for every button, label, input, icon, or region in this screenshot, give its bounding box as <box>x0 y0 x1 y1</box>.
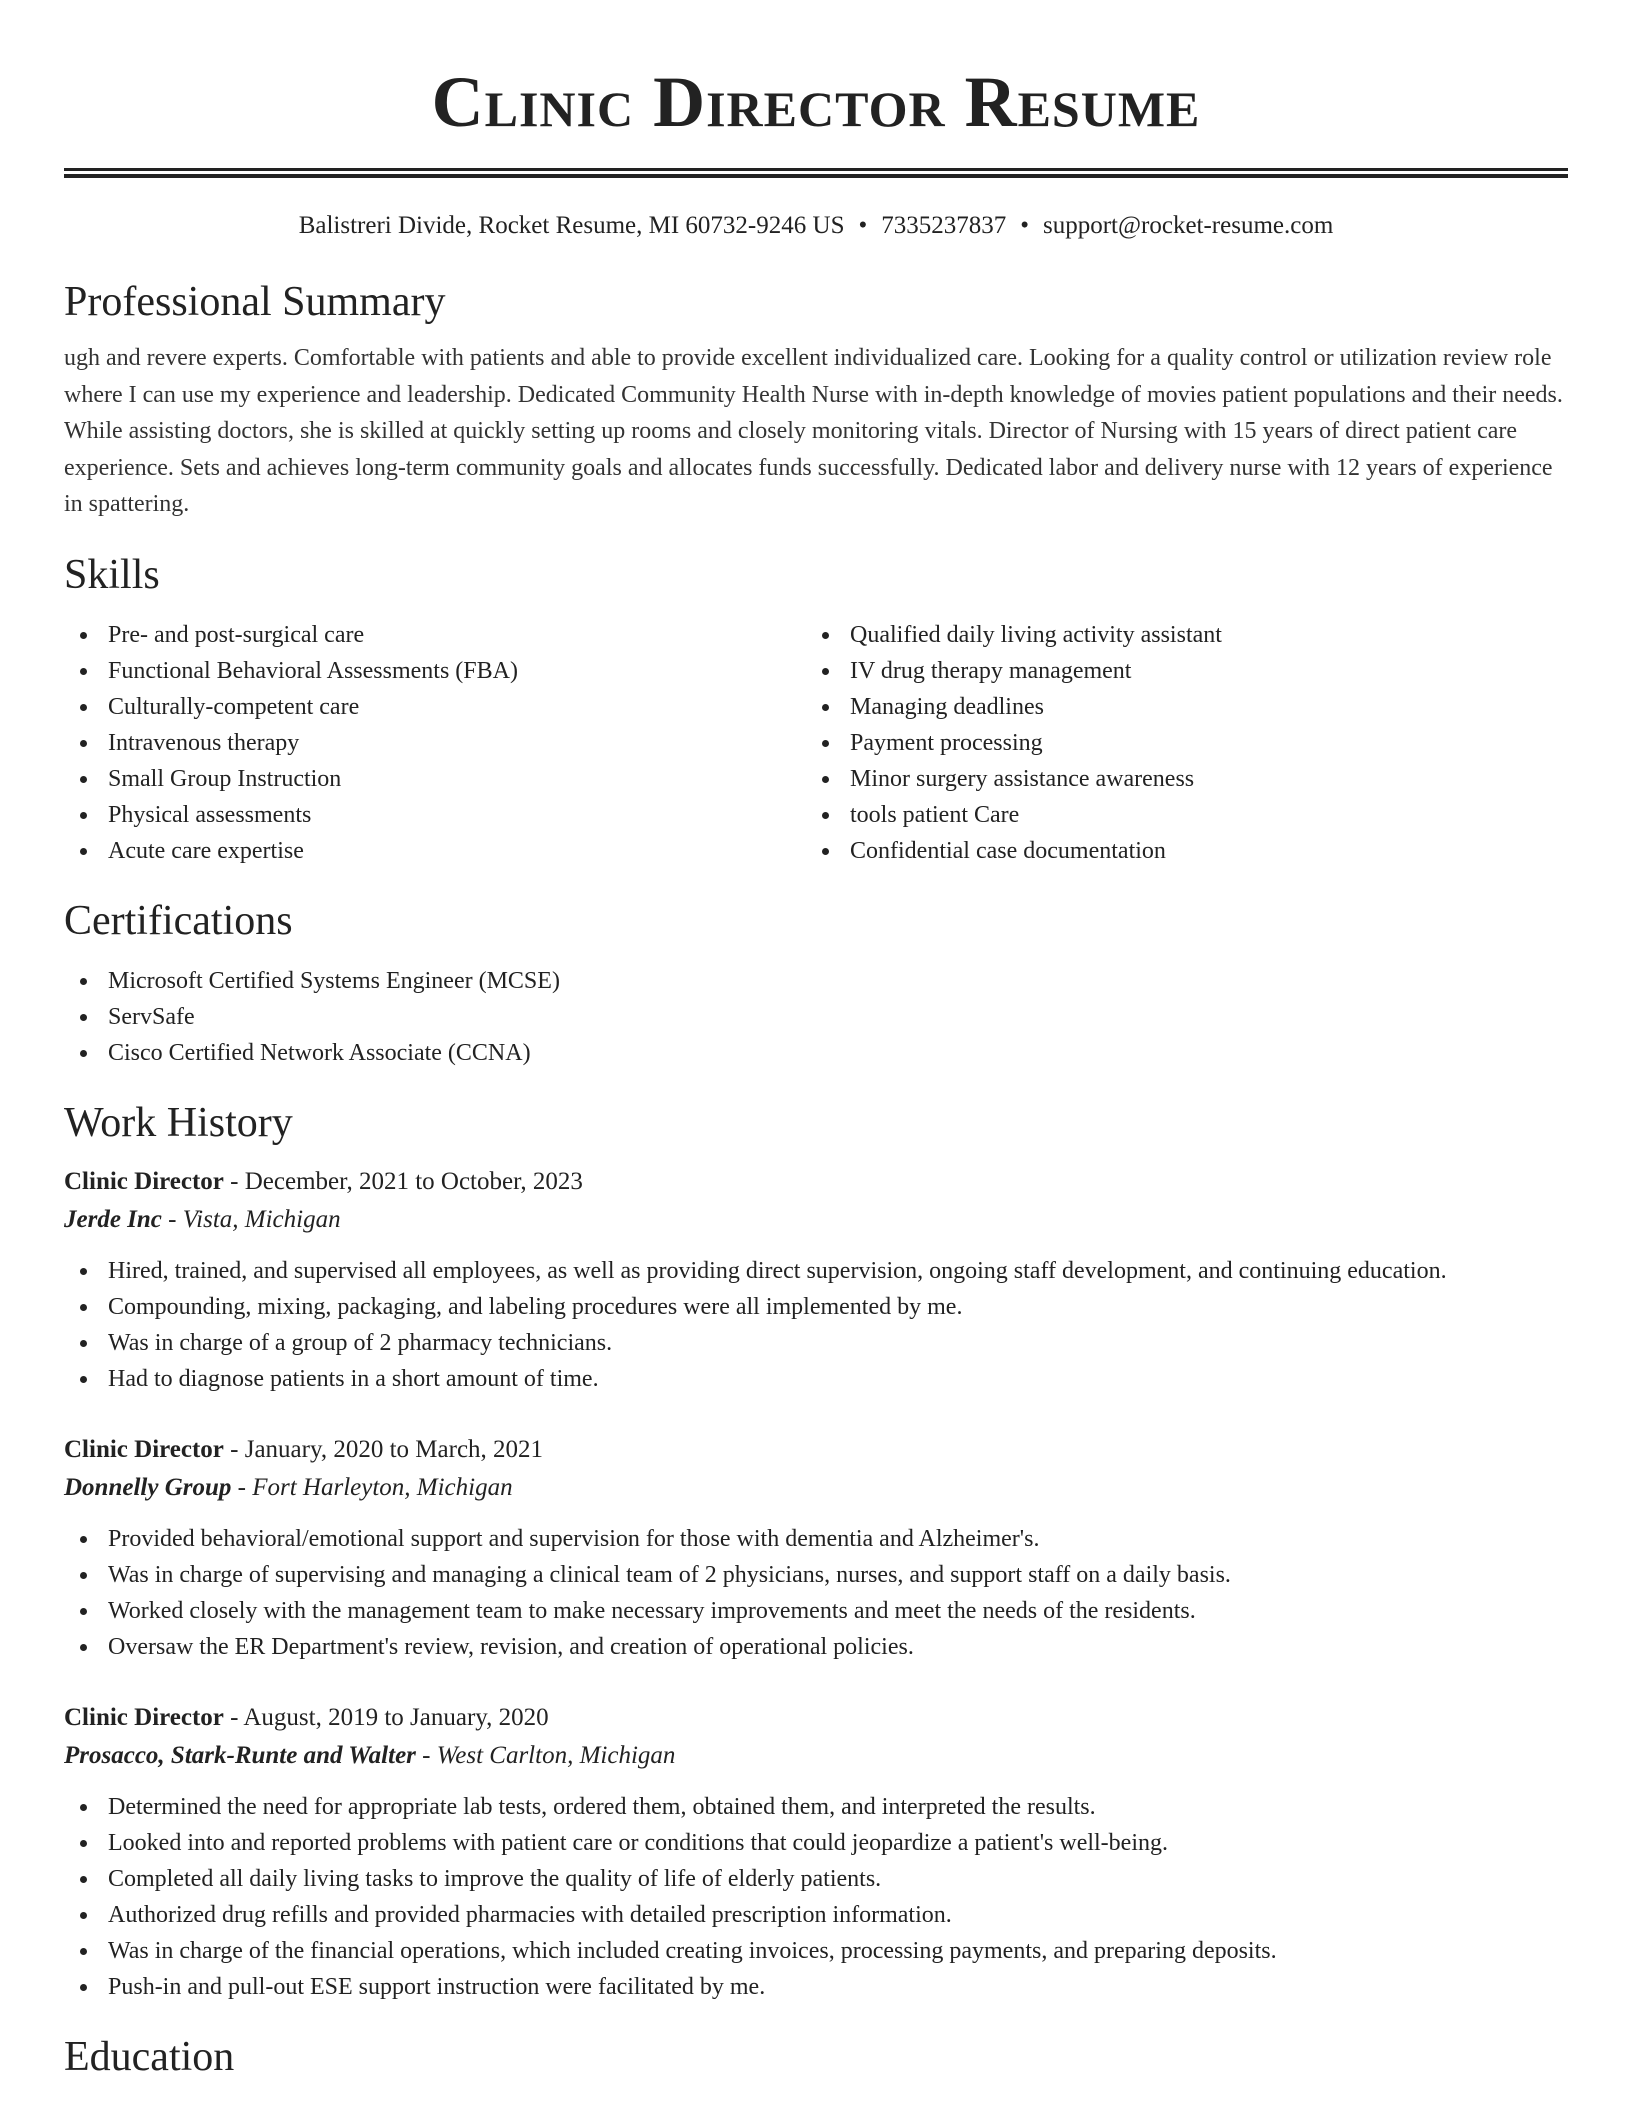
title-divider <box>64 168 1568 178</box>
job-bullet: Authorized drug refills and provided pharmacies with detailed prescription information. <box>64 1897 1568 1933</box>
job-title: Clinic Director <box>64 1435 224 1463</box>
job-employer-line <box>64 1737 1568 1775</box>
certification-item: Cisco Certified Network Associate (CCNA) <box>64 1035 1568 1071</box>
job-bullet: Hired, trained, and supervised all employees, as well as providing direct supervision, ongoing staff development, and continuing education. <box>64 1253 1568 1289</box>
job-dates: - December, 2021 to October, 2023 <box>223 1167 583 1195</box>
skills-list-left <box>64 617 806 869</box>
job-bullets <box>64 1253 1568 1397</box>
skill-item: Confidential case documentation <box>806 833 1548 869</box>
job-title: Clinic Director <box>64 1167 224 1195</box>
contact-email: support@rocket-resume.com <box>1043 212 1334 239</box>
job-dates: - August, 2019 to January, 2020 <box>223 1703 549 1731</box>
certification-item: ServSafe <box>64 999 1568 1035</box>
skill-item: Small Group Instruction <box>64 761 806 797</box>
job-entry <box>64 1699 1568 2005</box>
skill-item: Managing deadlines <box>806 689 1548 725</box>
job-bullet: Had to diagnose patients in a short amount of time. <box>64 1361 1568 1397</box>
contact-separator: • <box>858 212 868 239</box>
skills-column-right <box>806 617 1548 869</box>
resume-title: Clinic Director Resume <box>431 62 1201 142</box>
contact-phone: 7335237837 <box>881 212 1007 239</box>
certifications-heading: Certifications <box>64 897 293 944</box>
skill-item: Culturally-competent care <box>64 689 806 725</box>
skill-item: tools patient Care <box>806 797 1548 833</box>
skills-column-left <box>64 617 806 869</box>
contact-separator: • <box>1020 212 1029 239</box>
job-bullet: Was in charge of supervising and managing a clinical team of 2 physicians, nurses, and support staff on a daily basis. <box>64 1557 1568 1593</box>
skill-item: Functional Behavioral Assessments (FBA) <box>64 653 806 689</box>
job-bullets <box>64 1521 1568 1665</box>
job-bullets <box>64 1789 1568 2005</box>
summary-heading: Professional Summary <box>64 279 446 325</box>
job-entry <box>64 1163 1568 1397</box>
skill-item: Qualified daily living activity assistant <box>806 617 1548 653</box>
job-bullet: Determined the need for appropriate lab tests, ordered them, obtained them, and interpreted the results. <box>64 1789 1568 1825</box>
skill-item: Pre- and post-surgical care <box>64 617 806 653</box>
certifications-list <box>64 963 1568 1071</box>
contact-line <box>64 208 1568 244</box>
job-location: - Vista, Michigan <box>161 1205 341 1233</box>
job-title-line <box>64 1431 1568 1469</box>
skill-item: Intravenous therapy <box>64 725 806 761</box>
skill-item: IV drug therapy management <box>806 653 1548 689</box>
skill-item: Minor surgery assistance awareness <box>806 761 1548 797</box>
job-bullet: Compounding, mixing, packaging, and labeling procedures were all implemented by me. <box>64 1289 1568 1325</box>
job-employer: Prosacco, Stark-Runte and Walter <box>64 1741 416 1769</box>
certification-item: Microsoft Certified Systems Engineer (MCSE) <box>64 963 1568 999</box>
job-bullet: Provided behavioral/emotional support and supervision for those with dementia and Alzheimer's. <box>64 1521 1568 1557</box>
contact-address: Balistreri Divide, Rocket Resume, MI 60732-9246 US <box>298 212 845 239</box>
job-employer: Donnelly Group <box>64 1473 232 1501</box>
job-bullet: Completed all daily living tasks to improve the quality of life of elderly patients. <box>64 1861 1568 1897</box>
job-bullet: Oversaw the ER Department's review, revision, and creation of operational policies. <box>64 1629 1568 1665</box>
job-bullet: Push-in and pull-out ESE support instruction were facilitated by me. <box>64 1969 1568 2005</box>
job-employer-line <box>64 1201 1568 1239</box>
job-location: - Fort Harleyton, Michigan <box>231 1473 513 1501</box>
education-heading: Education <box>64 2033 235 2080</box>
job-employer-line <box>64 1469 1568 1507</box>
job-employer: Jerde Inc <box>64 1205 162 1233</box>
work-history-list <box>64 1163 1568 2005</box>
job-location: - West Carlton, Michigan <box>415 1741 676 1769</box>
job-bullet: Worked closely with the management team to make necessary improvements and meet the needs of the residents. <box>64 1593 1568 1629</box>
work-history-heading: Work History <box>64 1099 293 1146</box>
skill-item: Acute care expertise <box>64 833 806 869</box>
job-title: Clinic Director <box>64 1703 224 1731</box>
job-title-line <box>64 1163 1568 1201</box>
skill-item: Payment processing <box>806 725 1548 761</box>
job-entry <box>64 1431 1568 1665</box>
skills-list-right <box>806 617 1548 869</box>
summary-text: ugh and revere experts. Comfortable with patients and able to provide excellent individualized care. Looking for a quality control or utilization review role where I can use my experience and leadership. Dedicated Community Health Nurse with in-depth knowledge of movies patient populations and their needs. While assisting doctors, she is skilled at quickly setting up rooms and closely monitoring vitals. Director of Nursing with 15 years of direct patient care experience. Sets and achieves long-term community goals and allocates funds successfully. Dedicated labor and delivery nurse with 12 years of experience in spattering. <box>64 345 1563 517</box>
skills-heading: Skills <box>64 551 160 598</box>
job-title-line <box>64 1699 1568 1737</box>
job-bullet: Was in charge of a group of 2 pharmacy technicians. <box>64 1325 1568 1361</box>
skills-columns <box>64 617 1568 869</box>
job-bullet: Looked into and reported problems with patient care or conditions that could jeopardize a patient's well-being. <box>64 1825 1568 1861</box>
job-bullet: Was in charge of the financial operations, which included creating invoices, processing payments, and preparing deposits. <box>64 1933 1568 1969</box>
job-dates: - January, 2020 to March, 2021 <box>223 1435 544 1463</box>
skill-item: Physical assessments <box>64 797 806 833</box>
